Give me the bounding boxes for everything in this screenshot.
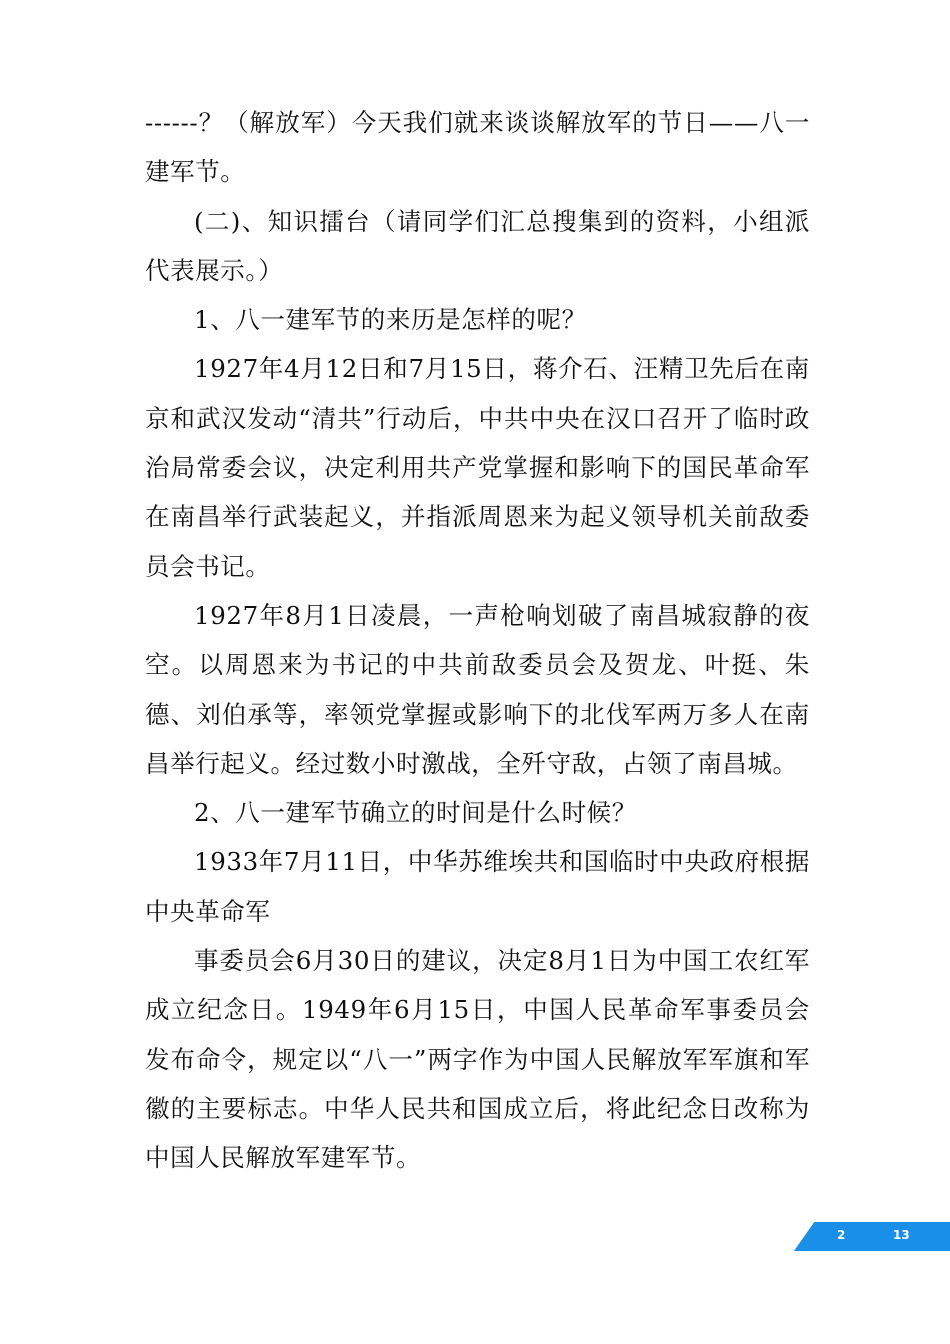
paragraph-2: (二)、知识擂台（请同学们汇总搜集到的资料，小组派代表展示。） — [145, 206, 810, 285]
page-number-total: 13 — [893, 1228, 910, 1242]
paragraph-4: 1927年4月12日和7月15日，蒋介石、汪精卫先后在南京和武汉发动“清共”行动后，中共中央在汉口召开了临时政治局常委会议，决定利用共产党掌握和影响下的国民革命军在南昌举行武装起义，并指派周恩来为起义领导机关前敌委员会书记。 — [145, 354, 810, 581]
page-footer-bar — [794, 1222, 950, 1251]
document-body — [145, 98, 810, 1183]
paragraph-7: 1933年7月11日，中华苏维埃共和国临时中央政府根据中央革命军 — [145, 847, 810, 926]
paragraph-1: ------？（解放军）今天我们就来谈谈解放军的节日——八一建军节。 — [145, 108, 810, 187]
paragraph-8: 事委员会6月30日的建议，决定8月1日为中国工农红军成立纪念日。1949年6月15日，中国人民革命军事委员会发布命令，规定以“八一”两字作为中国人民解放军军旗和军徽的主要标志。中华人民共和国成立后，将此纪念日改称为中国人民解放军建军节。 — [145, 946, 810, 1173]
page-number-current: 2 — [837, 1228, 846, 1242]
question-1: 1、八一建军节的来历是怎样的呢？ — [194, 305, 587, 335]
question-2: 2、八一建军节确立的时间是什么时候？ — [194, 798, 637, 828]
paragraph-5: 1927年8月1日凌晨，一声枪响划破了南昌城寂静的夜空。以周恩来为书记的中共前敌委员会及贺龙、叶挺、朱德、刘伯承等，率领党掌握或影响下的北伐军两万多人在南昌举行起义。经过数小时激战，全歼守敌，占领了南昌城。 — [145, 600, 810, 778]
